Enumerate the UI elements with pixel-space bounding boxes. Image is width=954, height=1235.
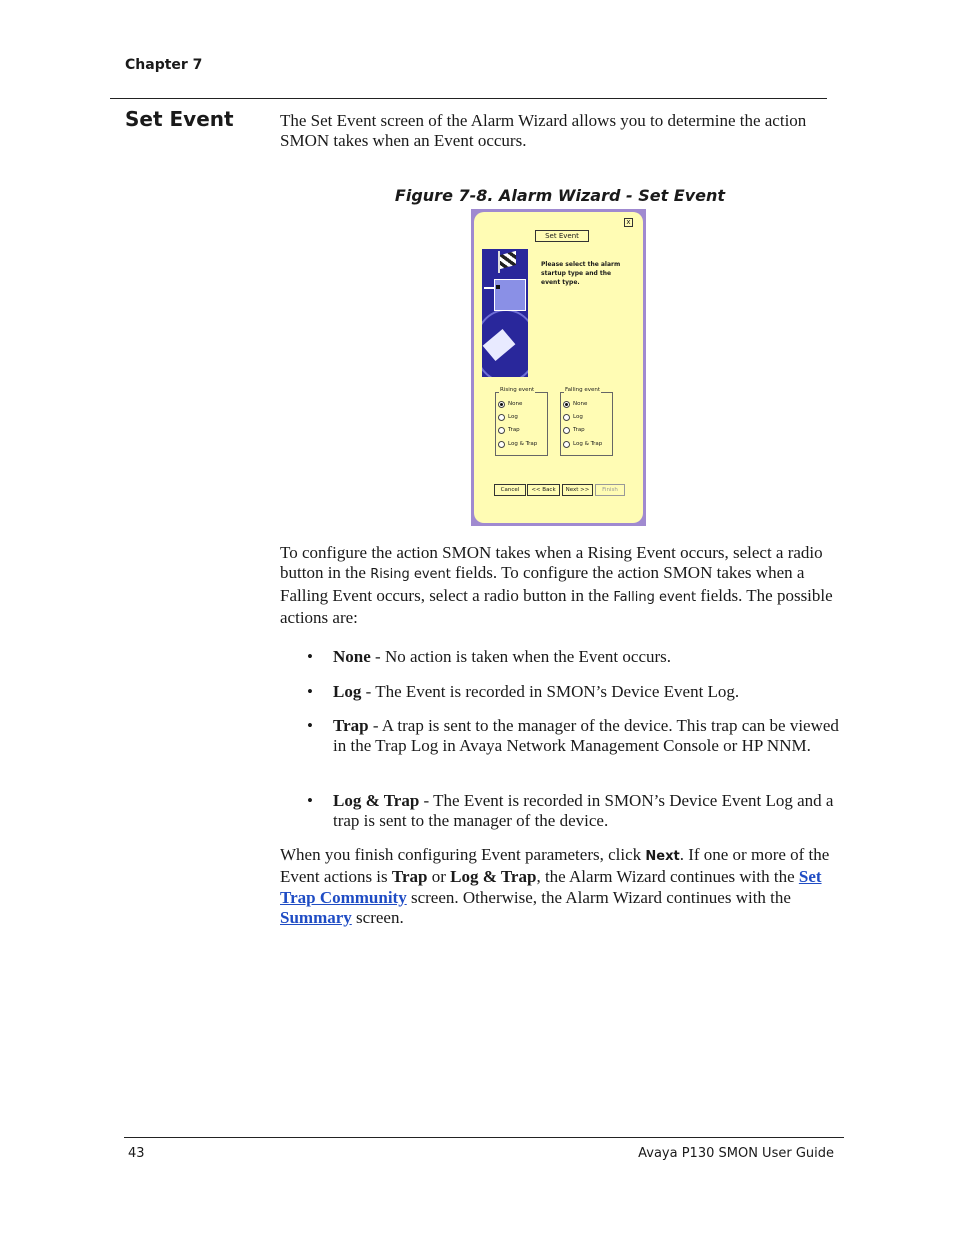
falling-event-field-ref: Falling event — [613, 589, 697, 605]
wizard-illustration — [482, 249, 528, 377]
close-icon[interactable]: x — [624, 218, 633, 227]
chapter-header: Chapter 7 — [125, 57, 203, 73]
bullet-icon: • — [307, 716, 313, 735]
config-paragraph: To configure the action SMON takes when a Rising Event occurs, select a radio button in the Rising event fields. To configure the action SMON takes when a Falling Event occurs, select a radio button in the Falling event fields. The possible actions are: — [280, 543, 833, 627]
falling-trap-radio[interactable]: Trap — [563, 427, 585, 434]
intro-paragraph: The Set Event screen of the Alarm Wizard allows you to determine the action SMON takes when an Event occurs. — [280, 111, 807, 150]
radio-icon[interactable] — [498, 414, 505, 421]
radio-selected-icon[interactable] — [498, 401, 505, 408]
radio-icon[interactable] — [498, 427, 505, 434]
rising-none-radio[interactable]: None — [498, 401, 522, 408]
wizard-panel — [474, 212, 643, 523]
rising-logtrap-radio[interactable]: Log & Trap — [498, 441, 537, 448]
figure-caption: Figure 7-8. Alarm Wizard - Set Event — [394, 186, 726, 205]
back-button[interactable]: << Back — [527, 484, 560, 496]
guide-title: Avaya P130 SMON User Guide — [638, 1146, 834, 1161]
rising-event-group — [495, 387, 548, 456]
radio-icon[interactable] — [498, 441, 505, 448]
page-number: 43 — [128, 1146, 145, 1161]
summary-link[interactable]: Summary — [280, 907, 352, 927]
continue-paragraph: When you finish configuring Event parameters, click Next. If one or more of the Event actions is Trap or Log & Trap, the Alarm Wizard continues with the Set Trap Community screen. Otherwise, the Alarm Wizard continues with the Summary screen. — [280, 845, 830, 927]
section-title: Set Event — [125, 107, 234, 131]
finish-button[interactable]: Finish — [595, 484, 625, 496]
checkered-flag-icon — [500, 251, 516, 269]
cursor-dot — [496, 285, 500, 289]
wizard-message: Please select the alarm startup type and the event type. — [541, 261, 621, 286]
cancel-button[interactable]: Cancel — [494, 484, 526, 496]
set-trap-community-link[interactable]: Set Trap Community — [280, 867, 822, 907]
monitor-icon — [494, 279, 526, 311]
radio-icon[interactable] — [563, 414, 570, 421]
falling-none-radio[interactable]: None — [563, 401, 587, 408]
next-ui-ref: Next — [645, 849, 680, 864]
falling-event-group — [560, 387, 613, 456]
wizard-screenshot — [471, 209, 646, 526]
rising-event-label: Rising event — [500, 387, 535, 393]
bullet-icon: • — [307, 682, 313, 701]
rising-event-field-ref: Rising event — [370, 567, 451, 583]
wizard-title: Set Event — [535, 230, 589, 242]
falling-log-radio[interactable]: Log — [563, 414, 583, 421]
bullet-icon: • — [307, 647, 313, 666]
falling-logtrap-radio[interactable]: Log & Trap — [563, 441, 602, 448]
falling-event-label: Falling event — [565, 387, 601, 393]
radio-icon[interactable] — [563, 441, 570, 448]
rising-trap-radio[interactable]: Trap — [498, 427, 520, 434]
next-button[interactable]: Next >> — [562, 484, 593, 496]
bottom-rule — [124, 1137, 844, 1138]
radio-selected-icon[interactable] — [563, 401, 570, 408]
top-rule — [110, 98, 827, 99]
radio-icon[interactable] — [563, 427, 570, 434]
bullet-icon: • — [307, 791, 313, 810]
rising-log-radio[interactable]: Log — [498, 414, 518, 421]
